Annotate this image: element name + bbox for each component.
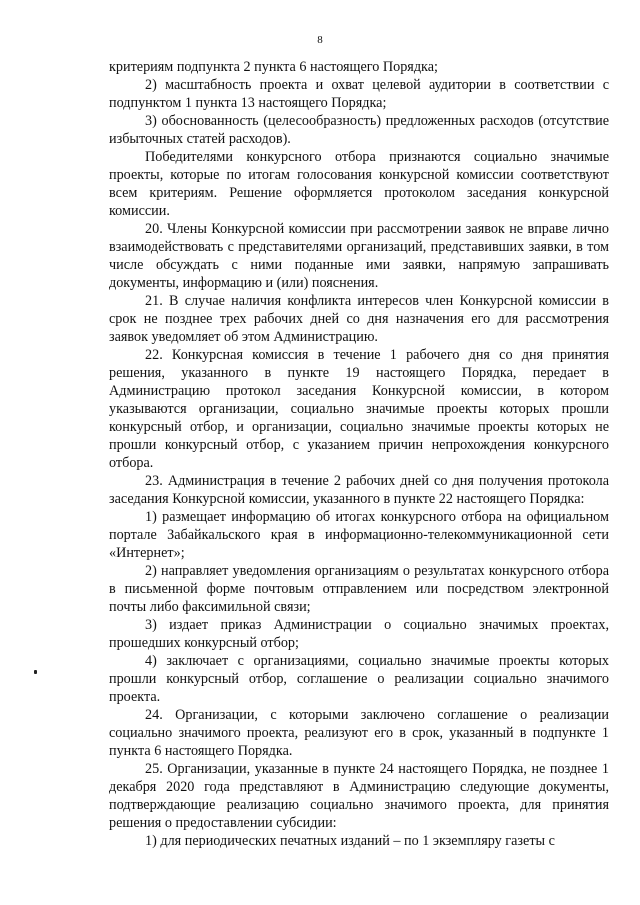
paragraph: критериям подпункта 2 пункта 6 настоящего Порядка; bbox=[109, 59, 438, 75]
paragraph: 2) масштабность проекта и охват целевой аудитории в соответствии с подпунктом 1 пункта 13 настоящего Порядка; bbox=[109, 77, 609, 111]
paragraph: 25. Организации, указанные в пункте 24 настоящего Порядка, не позднее 1 декабря 2020 года представляют в Администрацию следующие документы, подтверждающие реализацию социально значимого проекта, для принятия решения о предоставлении субсидии: bbox=[109, 761, 609, 831]
paragraph: 3) обоснованность (целесообразность) предложенных расходов (отсутствие избыточных статей расходов). bbox=[109, 113, 609, 147]
paragraph: 21. В случае наличия конфликта интересов член Конкурсной комиссии в срок не позднее трех рабочих дней со дня назначения его для рассмотрения заявок уведомляет об этом Администрацию. bbox=[109, 293, 609, 345]
paragraph: 1) для периодических печатных изданий – по 1 экземпляру газеты с bbox=[145, 833, 555, 849]
paragraph: 1) размещает информацию об итогах конкурсного отбора на официальном портале Забайкальского края в информационно-телекоммуникационной сети «Интернет»; bbox=[109, 509, 609, 561]
paragraph: 2) направляет уведомления организациям о результатах конкурсного отбора в письменной форме почтовым отправлением или посредством электронной почты либо факсимильной связи; bbox=[109, 563, 609, 615]
paragraph: 22. Конкурсная комиссия в течение 1 рабочего дня со дня принятия решения, указанного в пункте 19 настоящего Порядка, передает в Администрацию протокол заседания Конкурсной комиссии, в котором указываются организации, социально значимые проекты которых прошли конкурсный отбор, и организации, социально значимые проекты которых не прошли конкурсный отбор, с указанием причин непрохождения конкурсного отбора. bbox=[109, 347, 609, 471]
paragraph: 23. Администрация в течение 2 рабочих дней со дня получения протокола заседания Конкурсной комиссии, указанного в пункте 22 настоящего Порядка: bbox=[109, 473, 609, 507]
paragraph: 24. Организации, с которыми заключено соглашение о реализации социально значимого проекта, реализуют его в срок, указанный в подпункте 1 пункта 6 настоящего Порядка. bbox=[109, 707, 609, 759]
document-body bbox=[109, 58, 609, 850]
paragraph: 4) заключает с организациями, социально значимые проекты которых прошли конкурсный отбор, соглашение о реализации социально значимого проекта. bbox=[109, 653, 609, 705]
paragraph: Победителями конкурсного отбора признаются социально значимые проекты, которые по итогам голосования конкурсной комиссии соответствуют всем критериям. Решение оформляется протоколом заседания конкурсной комиссии. bbox=[109, 149, 609, 219]
paragraph: 3) издает приказ Администрации о социально значимых проектах, прошедших конкурсный отбор; bbox=[109, 617, 609, 651]
paragraph: 20. Члены Конкурсной комиссии при рассмотрении заявок не вправе лично взаимодействовать с представителями организаций, представивших заявки, в том числе обсуждать с ними поданные ими заявки, напрямую запрашивать документы, информацию и (или) пояснения. bbox=[109, 221, 609, 291]
margin-mark bbox=[34, 670, 37, 674]
page-number: 8 bbox=[317, 34, 323, 46]
